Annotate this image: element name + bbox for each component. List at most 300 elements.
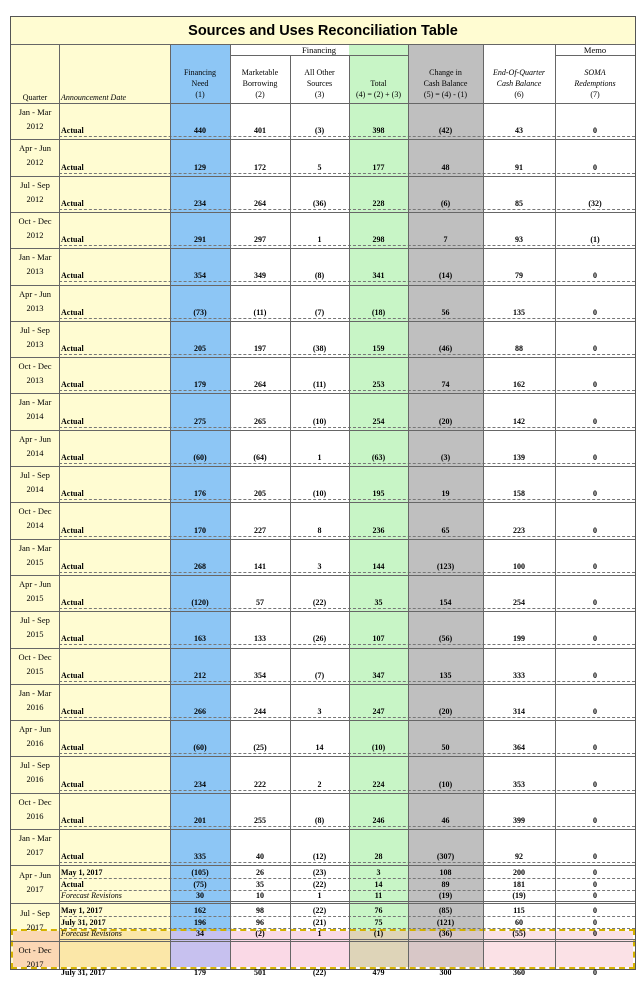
value-col-6: 88 [515, 344, 523, 354]
value-col-7: 0 [593, 779, 597, 789]
quarter-year: 2014 [26, 520, 44, 531]
value-col-2: 501 [254, 968, 266, 978]
value-col-5: (85) [438, 906, 453, 916]
value-col-3: (36) [312, 198, 327, 208]
header-line: Need [191, 79, 209, 88]
row-rule [59, 390, 635, 391]
quarter-year: 2014 [26, 447, 44, 458]
value-col-5: 108 [439, 868, 452, 878]
value-col-3: (22) [312, 598, 327, 608]
quarter-months: Oct - Dec [18, 945, 52, 956]
value-col-4: 341 [372, 271, 385, 281]
value-col-7: 0 [593, 917, 597, 927]
quarter-block [11, 903, 635, 941]
value-col-3: (3) [314, 126, 325, 136]
value-col-7: 0 [593, 126, 597, 136]
quarter-year: 2014 [26, 484, 44, 494]
value-col-2: (2) [255, 929, 265, 939]
value-col-3: 1 [317, 929, 322, 939]
header-line: Cash Balance [423, 79, 468, 88]
announcement-date: Actual [61, 198, 84, 208]
quarter-year: 2015 [26, 556, 44, 567]
table-row [59, 271, 635, 282]
announcement-date: May 1, 2017 [61, 868, 103, 878]
value-col-2: 349 [254, 271, 266, 281]
quarter-year: 2017 [26, 847, 44, 857]
quarter-months: Jul - Sep [20, 470, 50, 480]
quarter-year: 2013 [26, 375, 44, 386]
row-rule [59, 790, 635, 791]
announcement-date: Actual [61, 743, 84, 753]
quarter-block [11, 466, 635, 502]
quarter-months: Apr - Jun [18, 288, 52, 299]
value-col-4: 254 [372, 416, 385, 426]
value-col-1: 212 [194, 670, 206, 680]
header-line: Change in [429, 68, 462, 77]
quarter-year: 2013 [26, 266, 44, 277]
value-col-4: 246 [372, 815, 385, 825]
value-col-5: (20) [438, 707, 453, 717]
value-col-7: 0 [593, 561, 597, 571]
value-col-5: (307) [436, 852, 455, 862]
value-col-5: (46) [438, 344, 453, 354]
value-col-2: 133 [254, 634, 266, 644]
value-col-5: (123) [436, 561, 455, 571]
quarter-block [11, 648, 635, 684]
table-row [59, 308, 635, 319]
table-row [59, 891, 635, 902]
quarter-block [11, 684, 635, 720]
quarter-block [11, 865, 635, 903]
quarter-months: Apr - Jun [18, 578, 52, 589]
quarter-label [11, 943, 59, 971]
quarter-label [11, 504, 59, 532]
header-line: (3) [314, 90, 325, 99]
marketable-borrowing-header [230, 67, 290, 100]
table-row [59, 562, 635, 573]
announcement-date: Actual [61, 598, 84, 608]
quarter-block [11, 357, 635, 393]
value-col-1: (60) [193, 743, 207, 753]
quarter-year: 2014 [26, 411, 44, 422]
quarter-year: 2015 [26, 592, 44, 603]
quarter-block [11, 139, 635, 175]
value-col-3: 3 [317, 707, 322, 717]
value-col-5: (20) [438, 416, 453, 426]
value-col-6: 115 [513, 906, 525, 916]
announcement-date: Actual [61, 525, 84, 535]
value-col-1: 275 [194, 416, 206, 426]
quarter-label [11, 686, 59, 714]
quarter-label [11, 287, 59, 315]
quarter-label [11, 178, 59, 206]
value-col-7: 0 [593, 743, 597, 753]
value-col-2: (25) [253, 743, 267, 753]
value-col-5: 74 [441, 380, 450, 390]
table-row [59, 816, 635, 827]
value-col-2: (64) [253, 452, 267, 462]
header-line: Total [370, 79, 387, 88]
value-col-7: 0 [593, 968, 597, 978]
value-col-1: 176 [194, 489, 206, 499]
announcement-date: Actual [61, 707, 84, 717]
row-rule [59, 536, 635, 537]
quarter-months: Jan - Mar [18, 252, 52, 263]
value-col-7: 0 [593, 891, 597, 901]
quarter-months: Jan - Mar [18, 687, 52, 698]
value-col-4: 14 [374, 879, 383, 889]
quarter-year: 2016 [26, 738, 44, 749]
value-col-1: (73) [193, 307, 207, 317]
quarter-block [11, 321, 635, 357]
value-col-2: 227 [254, 525, 266, 535]
value-col-4: 398 [372, 126, 385, 136]
quarter-label [11, 105, 59, 133]
value-col-5: (14) [438, 271, 453, 281]
announcement-date: Actual [61, 879, 84, 889]
value-col-5: (42) [438, 126, 453, 136]
value-col-6: 200 [513, 868, 525, 878]
quarter-block [11, 756, 635, 792]
table-row [59, 780, 635, 791]
row-rule [59, 209, 635, 210]
announcement-date: Actual [61, 235, 84, 245]
announcement-date: Actual [61, 561, 84, 571]
value-col-6: 399 [513, 815, 525, 825]
row-rule [59, 826, 635, 827]
value-col-6: 199 [513, 634, 525, 644]
value-col-4: 247 [372, 707, 385, 717]
table-row [59, 868, 635, 879]
announcement-date: Actual [61, 344, 84, 354]
financing-group-header: Financing [230, 45, 408, 56]
value-col-5: (6) [440, 198, 451, 208]
quarter-label [11, 541, 59, 569]
value-col-4: 3 [376, 868, 381, 878]
table-row [59, 598, 635, 609]
value-col-2: 205 [254, 489, 266, 499]
quarter-label [11, 141, 59, 169]
announcement-date: Actual [61, 307, 84, 317]
quarter-year: 2016 [26, 810, 44, 821]
value-col-6: (19) [512, 891, 526, 901]
quarter-label [11, 250, 59, 278]
quarter-block [11, 430, 635, 466]
row-rule [59, 318, 635, 319]
quarter-months: Jan - Mar [18, 397, 52, 408]
announcement-date: Actual [61, 634, 84, 644]
table-row [59, 526, 635, 537]
quarter-months: Jul - Sep [20, 908, 50, 919]
value-col-1: 234 [194, 198, 206, 208]
value-col-7: (1) [590, 235, 600, 245]
value-col-6: 181 [513, 879, 525, 889]
table-row [59, 968, 635, 979]
value-col-5: 50 [441, 743, 450, 753]
reconciliation-table [10, 16, 636, 978]
value-col-2: 172 [254, 162, 266, 172]
value-col-2: 57 [256, 598, 264, 608]
value-col-2: 244 [254, 707, 266, 717]
row-rule [59, 717, 635, 718]
value-col-4: 159 [372, 344, 385, 354]
quarter-year: 2013 [26, 338, 44, 349]
value-col-3: 5 [317, 162, 322, 172]
table-row [59, 634, 635, 645]
quarter-block [11, 539, 635, 575]
value-col-6: 364 [513, 743, 525, 753]
header-line: Financing [184, 68, 216, 77]
table-title: Sources and Uses Reconciliation Table [11, 17, 635, 45]
value-col-4: 107 [372, 634, 385, 644]
memo-group-header: Memo [555, 45, 635, 56]
value-col-3: (38) [312, 344, 327, 354]
value-col-5: (121) [436, 917, 455, 927]
quarter-months: Jan - Mar [18, 542, 52, 553]
value-col-5: (19) [438, 891, 453, 901]
value-col-4: 177 [372, 162, 385, 172]
row-rule [59, 427, 635, 428]
value-col-2: 354 [254, 670, 266, 680]
header-line: SOMA [584, 68, 606, 77]
header-line: Borrowing [242, 79, 278, 88]
quarter-year: 2017 [26, 959, 44, 970]
value-col-7: 0 [593, 162, 597, 172]
value-col-6: 162 [513, 380, 525, 390]
value-col-4: (63) [371, 452, 386, 462]
quarter-header: Quarter [22, 93, 48, 102]
quarter-year: 2017 [26, 884, 44, 895]
value-col-1: 163 [194, 634, 206, 644]
value-col-7: 0 [593, 271, 597, 281]
announcement-date: Actual [61, 271, 84, 281]
value-col-1: (60) [193, 452, 207, 462]
value-col-6: 93 [515, 235, 523, 245]
announcement-date: Actual [61, 452, 84, 462]
value-col-3: 14 [315, 743, 324, 753]
quarter-label [11, 359, 59, 387]
column-divider [483, 45, 484, 969]
announcement-date: Actual [61, 126, 84, 136]
value-col-3: 3 [317, 561, 322, 571]
announcement-date: Actual [61, 670, 84, 680]
quarter-label [11, 395, 59, 423]
quarter-block [11, 575, 635, 611]
value-col-7: (32) [588, 198, 602, 208]
row-rule [59, 245, 635, 246]
all-other-sources-header [290, 67, 349, 100]
quarter-label [11, 650, 59, 678]
header-line: Marketable [241, 68, 279, 77]
value-col-1: 196 [194, 917, 206, 927]
row-rule [59, 463, 635, 464]
table-row [59, 235, 635, 246]
quarter-block [11, 941, 635, 981]
quarter-block [11, 285, 635, 321]
quarter-months: Jul - Sep [20, 760, 50, 771]
header-line: End-Of-Quarter [493, 68, 545, 77]
value-col-1: (120) [191, 598, 209, 608]
value-col-4: 253 [372, 380, 385, 390]
announcement-date: July 31, 2017 [61, 917, 106, 927]
value-col-5: 19 [441, 489, 450, 499]
header-line: All Other [304, 68, 335, 77]
value-col-3: 1 [317, 235, 322, 245]
row-rule [59, 939, 635, 940]
table-row [59, 344, 635, 355]
quarter-months: Oct - Dec [18, 506, 52, 517]
announcement-date: Actual [61, 162, 84, 172]
financing-need-header [170, 67, 230, 100]
value-col-2: 98 [256, 906, 264, 916]
value-col-2: 264 [254, 380, 266, 390]
quarter-block [11, 393, 635, 429]
row-rule [59, 173, 635, 174]
value-col-6: 353 [513, 779, 525, 789]
quarter-year: 2012 [26, 121, 44, 131]
table-row [59, 671, 635, 682]
quarter-block [11, 212, 635, 248]
value-col-5: 56 [441, 307, 450, 317]
quarter-months: Apr - Jun [18, 143, 52, 154]
table-row [59, 163, 635, 174]
value-col-1: 234 [194, 779, 206, 789]
value-col-1: 205 [194, 344, 206, 354]
value-col-2: 297 [254, 235, 266, 245]
row-rule [59, 572, 635, 573]
column-divider [170, 45, 171, 969]
value-col-4: (10) [371, 743, 386, 753]
value-col-1: 129 [194, 162, 206, 172]
quarter-label [11, 831, 59, 859]
value-col-7: 0 [593, 634, 597, 644]
value-col-7: 0 [593, 344, 597, 354]
announcement-date-header: Announcement Date [61, 93, 127, 102]
quarter-year: 2012 [26, 229, 44, 240]
value-col-4: 228 [372, 198, 385, 208]
quarter-label [11, 795, 59, 823]
row-rule [59, 136, 635, 137]
value-col-4: 35 [374, 598, 383, 608]
value-col-5: (10) [438, 779, 453, 789]
value-col-3: 2 [317, 779, 322, 789]
quarter-months: Apr - Jun [18, 870, 52, 881]
column-divider [555, 45, 556, 969]
value-col-7: 0 [593, 929, 597, 939]
table-row [59, 918, 635, 929]
header-line: Sources [306, 79, 333, 88]
value-col-2: 26 [256, 868, 264, 878]
value-col-4: 224 [372, 779, 385, 789]
value-col-2: 255 [254, 815, 266, 825]
table-row [59, 417, 635, 428]
announcement-date: May 1, 2017 [61, 906, 103, 916]
value-col-1: 170 [194, 525, 206, 535]
value-col-1: 201 [194, 815, 206, 825]
value-col-2: 40 [256, 852, 264, 862]
quarter-block [11, 720, 635, 756]
table-row [59, 929, 635, 940]
end-of-quarter-cash-header [483, 67, 555, 100]
value-col-6: 360 [513, 968, 525, 978]
value-col-5: (3) [440, 452, 451, 462]
column-divider [290, 56, 291, 969]
value-col-5: (36) [438, 929, 453, 939]
announcement-date: Actual [61, 380, 84, 390]
row-rule [59, 281, 635, 282]
value-col-3: 1 [317, 452, 322, 462]
announcement-date: Actual [61, 416, 84, 426]
value-col-1: 440 [194, 126, 206, 136]
value-col-3: (26) [312, 634, 327, 644]
header-line: (7) [590, 90, 600, 99]
header-line: (1) [195, 90, 205, 99]
value-col-5: 300 [439, 968, 452, 978]
value-col-5: 7 [443, 235, 448, 245]
value-col-2: 401 [254, 126, 266, 136]
table-row [59, 489, 635, 500]
value-col-3: (23) [312, 868, 327, 878]
value-col-6: 43 [515, 126, 523, 136]
row-rule [59, 862, 635, 863]
quarter-block [11, 248, 635, 284]
quarter-label [11, 323, 59, 351]
quarter-year: 2012 [26, 157, 44, 168]
value-col-7: 0 [593, 852, 597, 862]
value-col-1: 354 [194, 271, 206, 281]
value-col-5: 48 [441, 162, 450, 172]
value-col-3: (12) [312, 852, 327, 862]
header-line: Cash Balance [496, 79, 542, 88]
value-col-6: 60 [515, 917, 523, 927]
value-col-2: 264 [254, 198, 266, 208]
quarter-months: Jan - Mar [18, 107, 52, 117]
value-col-7: 0 [593, 307, 597, 317]
soma-redemptions-header [555, 67, 635, 100]
quarter-months: Jul - Sep [20, 615, 50, 626]
value-col-1: 335 [194, 852, 206, 862]
column-divider [59, 45, 60, 969]
value-col-6: 314 [513, 707, 525, 717]
value-col-6: 85 [515, 198, 523, 208]
table-row [59, 743, 635, 754]
quarter-label [11, 868, 59, 896]
table-row [59, 199, 635, 210]
row-rule [59, 499, 635, 500]
value-col-5: 154 [439, 598, 452, 608]
column-divider [230, 45, 231, 969]
value-col-3: 1 [317, 891, 322, 901]
value-col-3: (10) [312, 489, 327, 499]
header-line: (2) [255, 90, 265, 99]
announcement-date: Actual [61, 815, 84, 825]
column-divider [408, 45, 409, 969]
quarter-months: Oct - Dec [18, 215, 52, 226]
quarter-label [11, 758, 59, 786]
row-rule [59, 753, 635, 754]
value-col-6: 142 [513, 416, 525, 426]
quarter-block [11, 103, 635, 139]
value-col-4: (18) [371, 307, 386, 317]
row-rule [59, 608, 635, 609]
row-rule [59, 354, 635, 355]
quarter-year: 2016 [26, 774, 44, 785]
table-row [59, 707, 635, 718]
quarter-months: Jul - Sep [20, 179, 50, 190]
table-row [59, 380, 635, 391]
value-col-2: 96 [256, 917, 264, 927]
value-col-4: 236 [372, 525, 385, 535]
